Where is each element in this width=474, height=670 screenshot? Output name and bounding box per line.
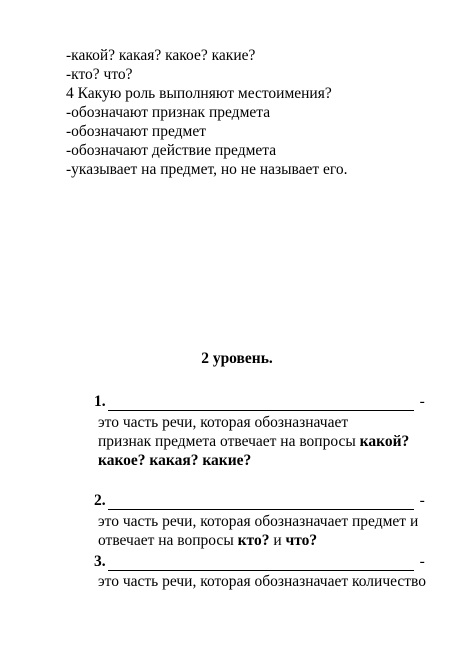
dash-mark: - — [419, 553, 425, 570]
question-number: 2. — [94, 492, 106, 509]
question-number: 1. — [94, 393, 106, 410]
definition-text: отвечает на вопросы — [98, 532, 238, 549]
definition-text: и — [269, 532, 286, 549]
dash-mark: - — [419, 492, 425, 509]
answer-option-line: -кто? что? — [66, 66, 133, 83]
question-1-blank-row — [94, 393, 425, 411]
definition-line: это часть речи, которая обозназначает количество — [98, 573, 427, 590]
question-word: какой? — [359, 433, 410, 450]
question-number: 3. — [94, 553, 106, 570]
definition-line: это часть речи, которая обозназначает — [98, 414, 349, 431]
definition-line — [98, 433, 409, 451]
question-word: кто? — [237, 532, 270, 549]
answer-blank[interactable] — [108, 556, 414, 571]
question-words-line: какое? какая? какие? — [98, 452, 252, 469]
answer-blank[interactable] — [108, 495, 414, 510]
dash-mark: - — [419, 393, 425, 410]
answer-option-line: -обозначают предмет — [66, 123, 206, 140]
answer-option-line: -какой? какая? какое? какие? — [66, 47, 256, 64]
question-3-blank-row — [94, 553, 425, 571]
answer-option-line: -обозначают признак предмета — [66, 104, 271, 121]
question-line: 4 Какую роль выполняют местоимения? — [66, 85, 332, 102]
definition-line: это часть речи, которая обозназначает предмет и — [98, 513, 419, 530]
level-heading: 2 уровень. — [201, 350, 273, 367]
answer-option-line: -обозначают действие предмета — [66, 142, 277, 159]
question-2-blank-row — [94, 492, 425, 510]
question-word: что? — [285, 532, 318, 549]
answer-blank[interactable] — [108, 396, 414, 411]
definition-text: признак предмета отвечает на вопросы — [98, 433, 360, 450]
answer-option-line: -указывает на предмет, но не называет его. — [66, 161, 348, 178]
definition-line — [98, 532, 317, 550]
